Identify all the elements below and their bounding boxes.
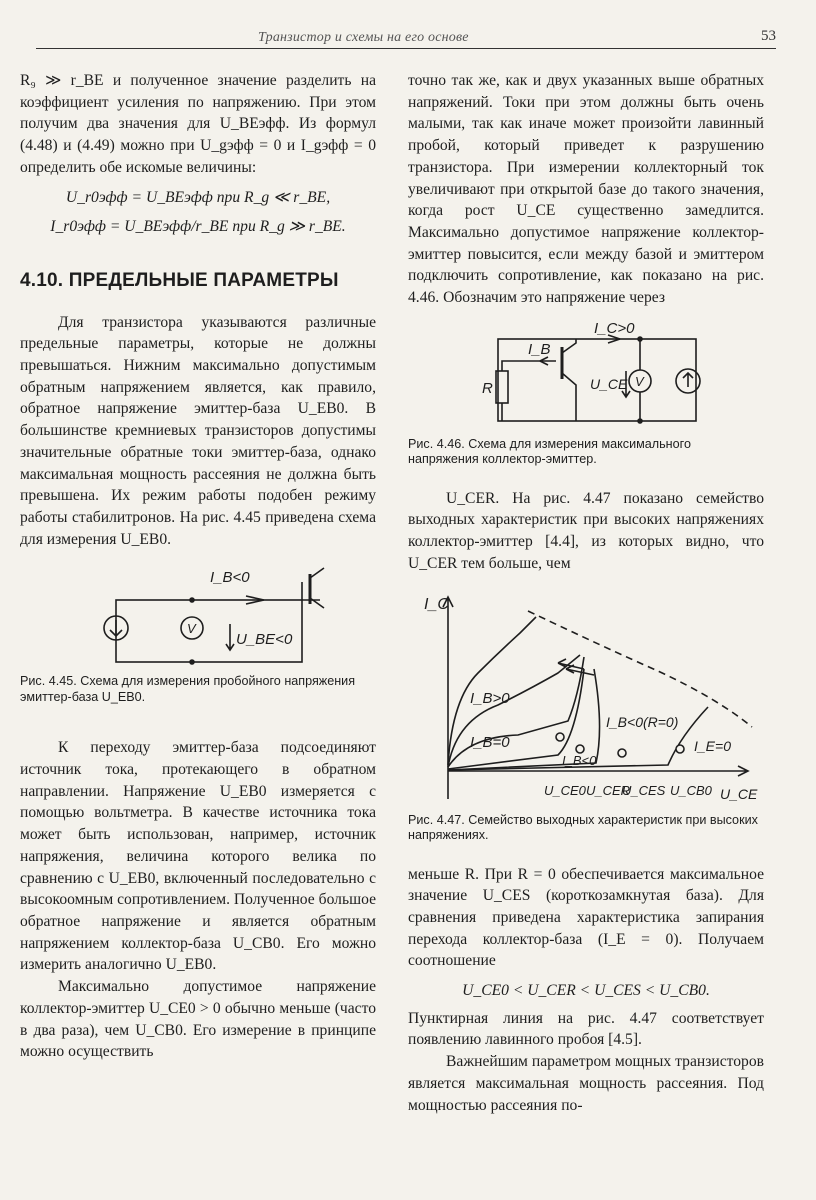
paragraph: меньше R. При R = 0 обеспечивается максимальное значение U_CES (короткозамкнутая база). Для сравнения приведена характеристика запирания перехода коллектор-база (I_E = 0). Получаем соотношение <box>408 865 764 970</box>
paragraph: К переходу эмиттер-база подсоединяют источник тока, протекающего в обратном направлении. Напряжение U_EB0 измеряется с помощью вольтметра. В качестве источника тока может быть использован, например, источник напряжения, величина которого велика по сравнению с U_EB0, включенный последовательно с высокоомным сопротивлением. Полученное большое обратное напряжение и является обратным напряжением коллектор-база U_CB0. Его можно измерить аналогично U_EB0. <box>20 739 376 974</box>
figure-4-45 <box>20 562 376 705</box>
paragraph: Пунктирная линия на рис. 4.47 соответствует появлению лавинного пробоя [4.5]. <box>408 1009 764 1049</box>
x-axis-label: U_CE <box>720 785 758 802</box>
paragraph: Для транзистора указываются различные предельные параметры, которые не должны превышаться. Нижним максимально допустимым обратным напряжением является, как правило, обратное напряжение эмиттер-база U_EB0. В большинстве кремниевых транзисторов допустимы значительные обратные токи эмиттер-база, однако максимальная мощность рассеяния не должна быть превышена. Их режим работы подобен режиму работы стабилитронов. На рис. 4.45 приведена схема для измерения U_EB0. <box>20 313 376 548</box>
curve-label: I_E=0 <box>694 737 731 754</box>
figure-caption: Рис. 4.45. Схема для измерения пробойного напряжения эмиттер-база U_EB0. <box>20 674 356 704</box>
paragraph: Важнейшим параметром мощных транзисторов является максимальная мощность рассеяния. Под мощностью рассеяния по- <box>408 1053 764 1114</box>
formula: U_CE0 < U_CER < U_CES < U_CB0. <box>462 982 710 1000</box>
running-header <box>36 24 776 49</box>
left-column <box>20 70 376 1063</box>
x-tick-label: U_CES <box>622 782 666 798</box>
figure-caption: Рис. 4.47. Семейство выходных характеристик при высоких напряжениях. <box>408 812 758 843</box>
point-uces <box>618 749 626 757</box>
x-tick-label: U_CER <box>586 782 631 798</box>
curve-ib-zero <box>448 657 584 767</box>
curve-label: I_B<0 <box>562 752 597 768</box>
circuit-diagram-collector-emitter <box>408 321 764 433</box>
label-ib: I_B<0 <box>210 569 250 587</box>
section-heading: 4.10. ПРЕДЕЛЬНЫЕ ПАРАМЕТРЫ <box>20 269 339 291</box>
label-ib: I_B <box>528 340 551 358</box>
voltmeter-label: V <box>187 621 196 637</box>
curve-ib-pos <box>448 655 580 767</box>
point-ucb0 <box>676 745 684 753</box>
paragraph: точно так же, как и двух указанных выше обратных напряжений. Токи при этом должны быть очень малыми, так как иначе может произойти лавинный пробой, который приведет к разрушению транзистора. При измерении коллекторный ток увеличивают при открытой базе до такого значения, когда рост U_CE существенно замедлится. Максимально допустимое напряжение коллектор-эмиттер повысится, если между базой и эмиттером подключить сопротивление, как показано на рис. 4.46. Обозначим это напряжение через <box>408 72 764 307</box>
curve-label: I_B=0 <box>470 733 510 751</box>
label-ic: I_C>0 <box>594 320 635 337</box>
figure-caption: Рис. 4.46. Схема для измерения максимального напряжения коллектор-эмиттер. <box>408 436 691 467</box>
x-tick-label: U_CE0 <box>544 782 586 798</box>
figure-4-47 <box>408 587 764 844</box>
paragraph: R₉ ≫ r_BE и полученное значение разделить на коэффициент усиления по напряжению. При этом получим два значения для U_BEэфф. Из формул (4.48) и (4.49) можно при U_gэфф = 0 и I_gэфф = 0 определить обе искомые величины: <box>20 72 376 176</box>
label-uce: U_CE <box>590 375 628 392</box>
x-tick-label: U_CB0 <box>670 782 712 798</box>
label-r: R <box>482 379 493 397</box>
paragraph: Максимально допустимое напряжение коллектор-эмиттер U_CE0 > 0 обычно меньше (часто в два раза), чем U_CB0. Его измерение в принципе можно осуществить <box>20 978 376 1061</box>
label-ube: U_BE<0 <box>236 631 293 649</box>
avalanche-line <box>528 611 752 727</box>
formula: U_r0эфф = U_BEэфф при R_g ≪ r_BE, <box>65 188 331 206</box>
curve-label: I_B<0(R=0) <box>606 713 679 730</box>
formula: I_r0эфф = U_BEэфф/r_BE при R_g ≫ r_BE. <box>50 218 346 236</box>
point-ucer <box>576 745 584 753</box>
paragraph: U_CER. На рис. 4.47 показано семейство выходных характеристик при высоких напряжениях коллектор-эмиттер [4.4], из которых видно, что U_CER тем больше, чем <box>408 489 764 572</box>
right-column <box>408 70 764 1116</box>
running-title: Транзистор и схемы на его основе <box>258 30 469 45</box>
y-axis-label: I_C <box>424 595 449 613</box>
circuit-diagram-emitter-base <box>20 562 376 670</box>
output-characteristics-chart <box>408 587 764 809</box>
figure-4-46 <box>408 321 764 468</box>
curve-label: I_B>0 <box>470 689 510 707</box>
voltmeter-label: V <box>635 373 644 389</box>
page-number: 53 <box>761 28 776 44</box>
point-uce0 <box>556 733 564 741</box>
